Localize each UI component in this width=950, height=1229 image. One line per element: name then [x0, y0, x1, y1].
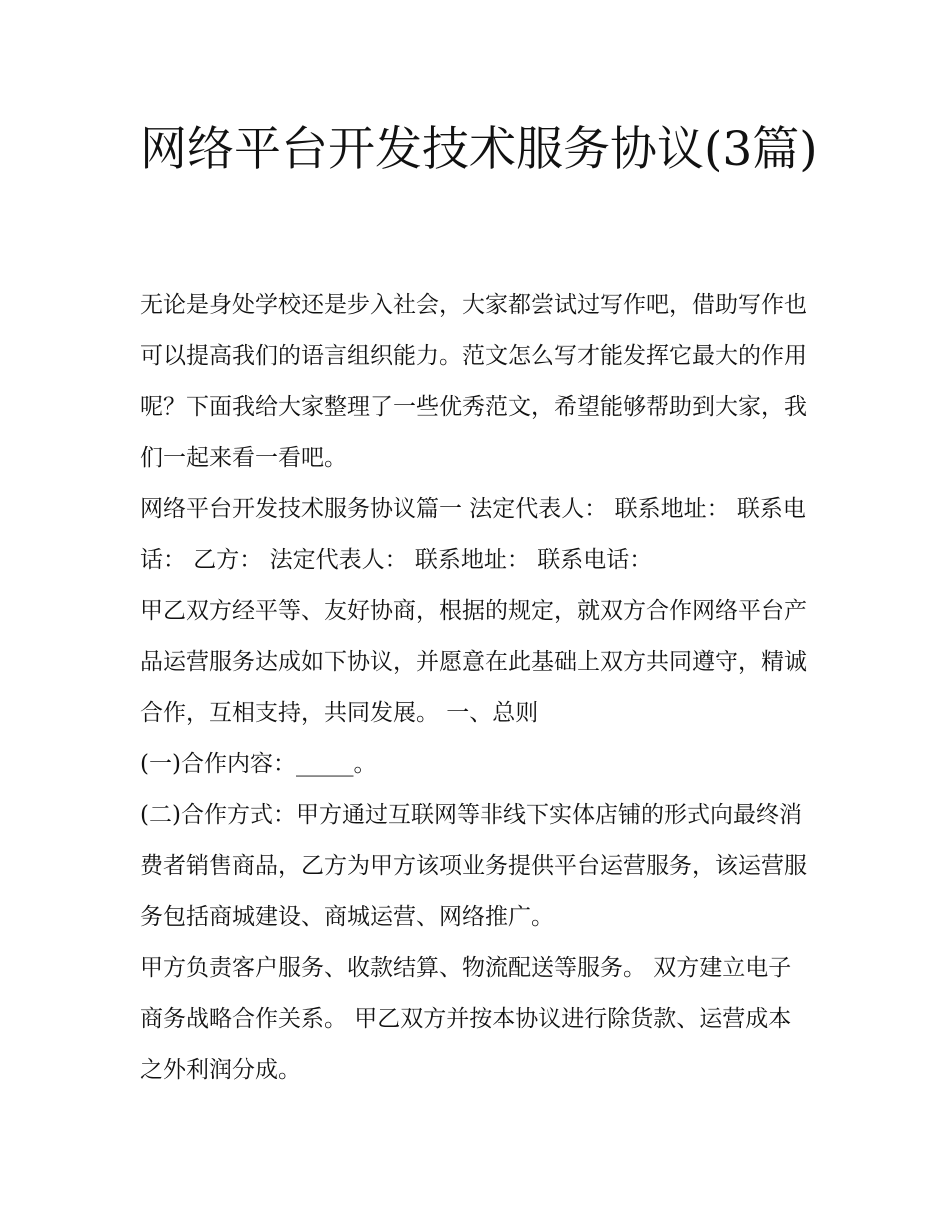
document-title: 网络平台开发技术服务协议(3篇): [140, 122, 818, 177]
paragraph-responsibilities: 甲方负责客户服务、收款结算、物流配送等服务。 双方建立电子商务战略合作关系。 甲乙双方并按本协议进行除货款、运营成本之外利润分成。: [140, 955, 792, 1083]
paragraph-cooperation-method: (二)合作方式：甲方通过互联网等非线下实体店铺的形式向最终消费者销售商品，乙方为甲方该项业务提供平台运营服务，该运营服务包括商城建设、商城运营、网络推广。: [140, 802, 807, 930]
paragraph-intro: 无论是身处学校还是步入社会，大家都尝试过写作吧，借助写作也可以提高我们的语言组织能力。范文怎么写才能发挥它最大的作用呢？下面我给大家整理了一些优秀范文，希望能够帮助到大家，我们一起来看一看吧。: [140, 292, 807, 471]
document-body: [140, 280, 812, 1096]
paragraph-parties: 网络平台开发技术服务协议篇一 法定代表人： 联系地址： 联系电话： 乙方： 法定代表人： 联系地址： 联系电话：: [140, 496, 806, 573]
paragraph-agreement: 甲乙双方经平等、友好协商，根据的规定，就双方合作网络平台产品运营服务达成如下协议，并愿意在此基础上双方共同遵守，精诚合作，互相支持，共同发展。 一、总则: [140, 598, 807, 726]
paragraph-cooperation-content: (一)合作内容：_____。: [140, 751, 377, 777]
